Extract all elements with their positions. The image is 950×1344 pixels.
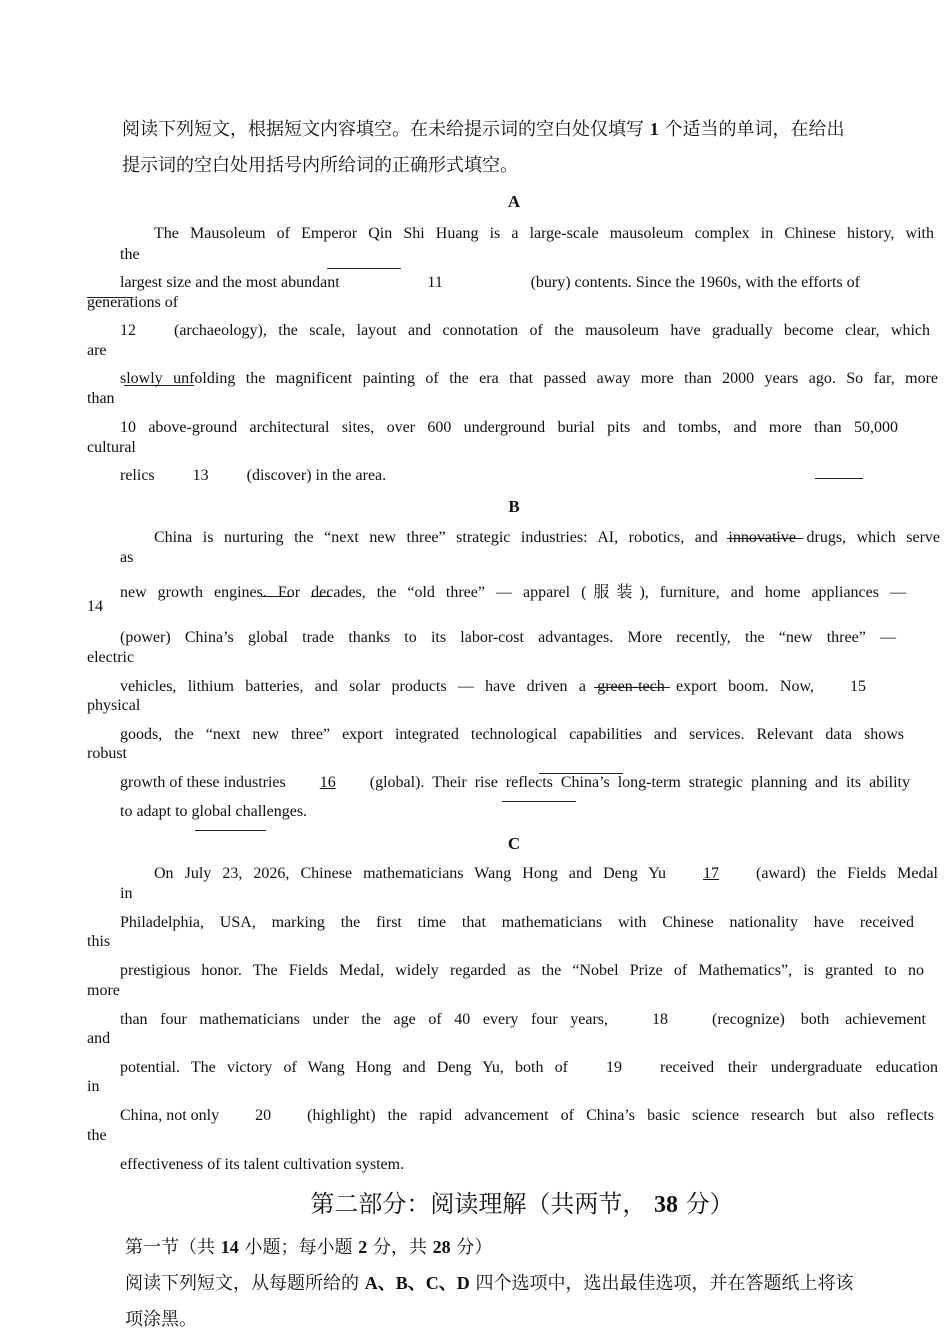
passage-c-text: potential. The victory of Wang Hong and Deng Yu, both of [120, 1059, 568, 1076]
instructions-line-2: 提示词的空白处用括号内所给词的正确形式填空。 [122, 155, 518, 176]
passage-c-line: Philadelphia, USA, marking the first time that mathematicians with Chinese nationality have received [120, 914, 914, 931]
passage-c-text: On July 23, 2026, Chinese mathematicians Wang Hong and Deng Yu [154, 865, 666, 882]
blank-19[interactable]: 19 [606, 1059, 622, 1076]
passage-a-line [120, 467, 386, 485]
section-one-points: 2 [358, 1237, 368, 1257]
section-one-count: 14 [220, 1237, 239, 1257]
blank-17[interactable]: 17 [703, 865, 719, 882]
passage-b-text: vehicles, lithium batteries, and solar products — have driven a green-tech export boom. Now, [120, 678, 814, 695]
section-one-text: 分，共 [372, 1237, 427, 1258]
section-one-instructions-line-2: 项涂黑。 [125, 1309, 197, 1330]
passage-a-letter: A [507, 192, 521, 211]
passage-c-line: effectiveness of its talent cultivation system. [120, 1156, 405, 1173]
passage-c-text: (award) the Fields Medal [756, 865, 938, 882]
section-one-heading [125, 1229, 925, 1266]
passage-c-line: prestigious honor. The Fields Medal, widely regarded as the “Nobel Prize of Mathematics”, is granted to no [120, 962, 924, 979]
blank-12[interactable]: 12 [120, 322, 136, 339]
instructions-number: 1 [649, 119, 659, 139]
passage-a-line: slowly unfolding the magnificent painting of the era that passed away more than 2000 years ago. So far, more [120, 370, 938, 387]
passage-b-line [120, 678, 866, 696]
passage-c-text: China, not only [120, 1107, 220, 1124]
passage-a-line [120, 322, 930, 340]
blank-18[interactable]: 18 [652, 1011, 668, 1028]
passage-a-text: (archaeology), the scale, layout and connotation of the mausoleum have gradually become clear, which [174, 322, 930, 339]
blank-15[interactable]: 15 [850, 678, 866, 695]
passage-c-line [154, 865, 938, 883]
section-one-instructions [125, 1265, 925, 1338]
passage-c-text: (recognize) both achievement [712, 1011, 926, 1028]
passage-b-letter: B [508, 497, 520, 516]
passage-a-wrap: are [87, 342, 107, 359]
passage-a-wrap: than [87, 390, 115, 407]
passage-b-text: (global). Their rise reflects China’s long-term strategic planning and its ability [369, 774, 910, 791]
passage-b-wrap: physical [87, 697, 141, 714]
passage-b-wrap: as [120, 549, 134, 566]
blank-20[interactable]: 20 [255, 1107, 272, 1124]
passage-b-line: to adapt to global challenges. [120, 803, 308, 820]
part-two-title-text: 分） [685, 1190, 734, 1218]
passage-a-line: The Mausoleum of Emperor Qin Shi Huang is a large-scale mausoleum complex in Chinese history, with [154, 225, 934, 242]
section-one-options: A、B、C、D [364, 1273, 470, 1293]
passage-b-line [120, 774, 910, 792]
passage-c-wrap: this [87, 933, 111, 950]
passage-c-text: (highlight) the rapid advancement of China’s basic science research but also reflects [307, 1107, 934, 1124]
passage-a-wrap: the [120, 246, 140, 263]
instructions-text: 阅读下列短文，根据短文内容填空。在未给提示词的空白处仅填写 [122, 119, 644, 140]
blank-16[interactable]: 16 [319, 774, 336, 791]
blank-rule [195, 830, 266, 831]
instructions-text-cont: 个适当的单词，在给出 [664, 119, 845, 140]
passage-c-text: received their undergraduate education [660, 1059, 938, 1076]
passage-a-text: largest size and the most abundant [120, 274, 340, 291]
passage-c-letter: C [507, 834, 521, 853]
instructions [122, 111, 922, 184]
passage-b-line: new growth engines. For decades, the “old three” — apparel (服装), furniture, and home appliances — [120, 584, 906, 601]
passage-c-wrap: and [87, 1030, 111, 1047]
passage-a-wrap: generations of [87, 294, 179, 311]
passage-b-wrap: electric [87, 649, 135, 666]
passage-a-text: relics [120, 467, 155, 484]
passage-c-wrap: more [87, 982, 120, 999]
blank-13[interactable]: 13 [192, 467, 209, 484]
section-one-text: 分） [456, 1237, 493, 1258]
blank-14[interactable]: 14 [87, 598, 103, 615]
passage-c-line [120, 1059, 938, 1077]
section-one-text: 小题；每小题 [244, 1237, 353, 1258]
section-one-total: 28 [432, 1237, 451, 1257]
passage-a-wrap: cultural [87, 439, 136, 456]
blank-11[interactable]: 11 [427, 274, 443, 291]
blank-rule [327, 268, 401, 269]
passage-a-text: (bury) contents. Since the 1960s, with the efforts of [530, 274, 860, 291]
passage-c-text: than four mathematicians under the age of 40 every four years, [120, 1011, 608, 1028]
passage-c-wrap: the [87, 1127, 107, 1144]
section-one-instructions-text: 四个选项中，选出最佳选项，并在答题纸上将该 [475, 1273, 854, 1294]
blank-rule [502, 801, 576, 802]
section-one-text: 第一节（共 [125, 1237, 215, 1258]
passage-a-line: 10 above-ground architectural sites, over 600 underground burial pits and tombs, and more than 50,000 [120, 419, 898, 436]
part-two-title-text: 第二部分：阅读理解（共两节， [310, 1190, 647, 1218]
passage-c-line [120, 1011, 926, 1029]
passage-c-wrap: in [120, 885, 133, 902]
section-one-instructions-text: 阅读下列短文，从每题所给的 [125, 1273, 359, 1294]
passage-a-text: (discover) in the area. [246, 467, 387, 484]
passage-b-wrap: robust [87, 745, 127, 762]
passage-c-line [120, 1107, 934, 1125]
blank-rule [815, 478, 863, 479]
passage-b-text: growth of these industries [120, 774, 286, 791]
part-two-title-score: 38 [654, 1192, 678, 1218]
passage-a-line [120, 274, 860, 292]
passage-c-wrap: in [87, 1078, 100, 1095]
passage-b-line: goods, the “next new three” export integrated technological capabilities and services. Relevant data shows [120, 726, 904, 743]
passage-b-line: (power) China’s global trade thanks to its labor-cost advantages. More recently, the “new three” — [120, 629, 896, 646]
part-two-title [0, 1184, 950, 1219]
passage-b-line: China is nurturing the “next new three” strategic industries: AI, robotics, and innovative drugs, which serve [154, 529, 940, 546]
